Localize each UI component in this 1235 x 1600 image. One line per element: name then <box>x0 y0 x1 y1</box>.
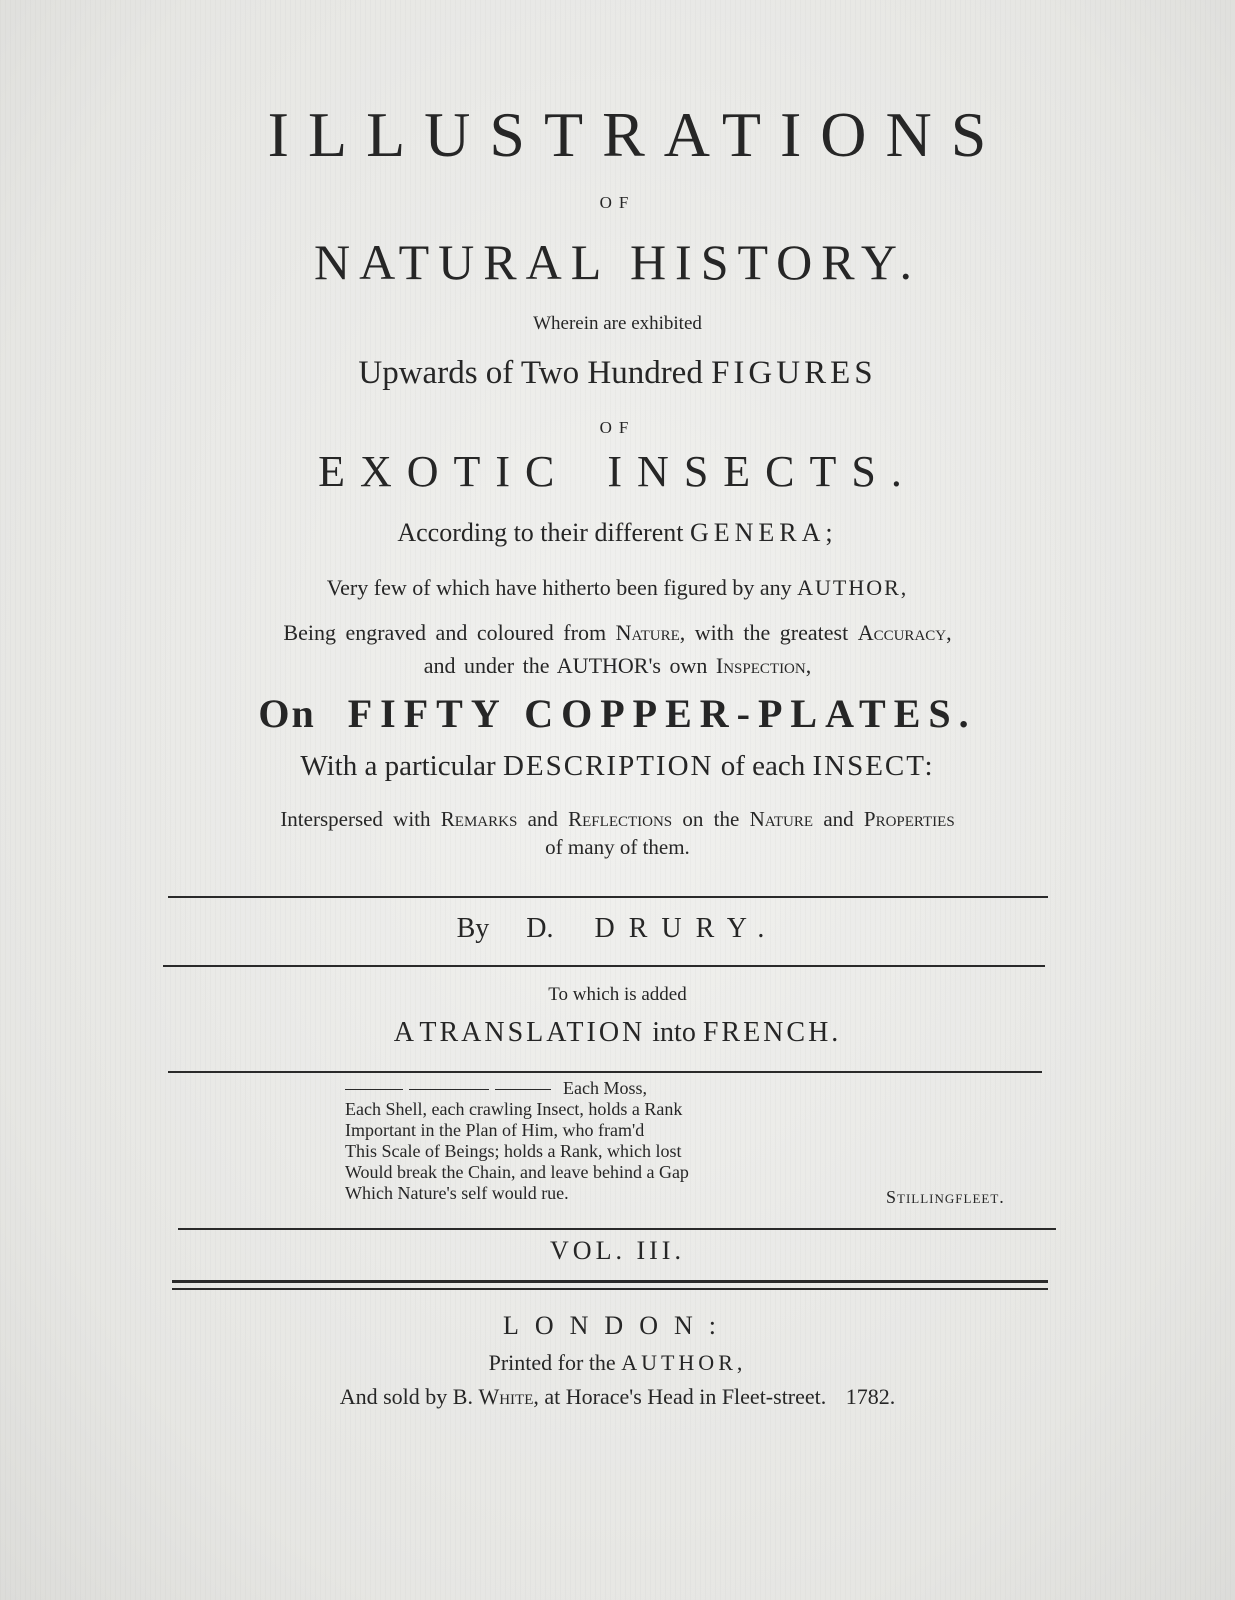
of-line-1: OF <box>599 193 636 212</box>
copper-plates-line <box>0 690 1235 737</box>
under-text-inspection: Inspection, <box>715 653 812 678</box>
main-title: ILLUSTRATIONS <box>267 99 1006 170</box>
with-text-a: With a particular <box>300 750 496 782</box>
under-inspection-line <box>0 653 1235 679</box>
poem-line-1-text: Each Moss, <box>563 1078 647 1098</box>
interspersed-line <box>0 807 1235 832</box>
into-word: into <box>652 1017 696 1048</box>
printed-text: Printed for the <box>488 1350 616 1375</box>
according-text: According to their different <box>397 518 684 547</box>
being-text-c: with the greatest <box>694 620 849 645</box>
insect-word: INSECT: <box>812 750 935 782</box>
description-line <box>0 750 1235 783</box>
inter-text-c: and <box>527 807 558 831</box>
rule-2 <box>163 965 1045 967</box>
insects-word: INSECTS. <box>607 447 917 496</box>
translation-word: TRANSLATION <box>419 1017 646 1048</box>
wherein-line: Wherein are exhibited <box>533 313 702 334</box>
by-word: By <box>456 913 490 944</box>
exotic-insects-line <box>0 446 1235 497</box>
poem-line-5: Would break the Chain, and leave behind a Gap <box>345 1162 689 1182</box>
being-text-accuracy: Accuracy, <box>857 620 952 645</box>
byline <box>0 913 1235 945</box>
upwards-line <box>0 355 1235 392</box>
description-word: DESCRIPTION <box>502 750 714 782</box>
under-text-author: AUTHOR's <box>556 653 661 678</box>
inter-remarks: Remarks <box>440 807 518 831</box>
copper-on-word: On <box>258 691 316 736</box>
imprint-sold <box>0 1384 1235 1410</box>
according-line <box>0 518 1235 548</box>
poem-line-3: Important in the Plan of Him, who fram'd <box>345 1120 645 1140</box>
imprint-printed <box>0 1350 1235 1376</box>
sold-text-c: at Horace's Head in Fleet-street. <box>544 1384 827 1409</box>
upwards-text: Upwards of Two Hundred <box>358 355 703 391</box>
author-initial: D. <box>526 913 554 944</box>
inter-text-a: Interspersed with <box>280 807 431 831</box>
rule-1 <box>168 896 1048 898</box>
poem-line-1 <box>345 1078 689 1099</box>
inter-reflections: Reflections <box>568 807 673 831</box>
translation-a: A <box>393 1017 413 1048</box>
imprint-city: LONDON: <box>503 1311 732 1340</box>
subject-title: NATURAL HISTORY. <box>313 234 922 290</box>
poem-line-4: This Scale of Beings; holds a Rank, which lost <box>345 1141 682 1161</box>
poem-line-6: Which Nature's self would rue. <box>345 1183 569 1203</box>
rule-3 <box>168 1071 1042 1073</box>
being-engraved-line <box>0 620 1235 646</box>
inter-nature: Nature <box>749 807 814 831</box>
epigraph-poem <box>345 1078 689 1204</box>
copper-plates-words: FIFTY COPPER-PLATES. <box>347 691 977 736</box>
poem-attribution: Stillingfleet. <box>886 1187 1005 1207</box>
sold-text-a: And sold by B. <box>339 1384 473 1409</box>
of-line-2: OF <box>599 418 636 437</box>
rule-5b <box>172 1288 1048 1290</box>
very-few-line <box>0 575 1235 601</box>
author-word: AUTHOR, <box>797 575 909 600</box>
inter-text-g: and <box>823 807 854 831</box>
inter-properties: Properties <box>863 807 955 831</box>
genera-word: GENERA; <box>689 518 838 547</box>
very-few-text: Very few of which have hitherto been figured by any <box>326 575 792 600</box>
imprint-year: 1782. <box>845 1384 896 1409</box>
volume-label: VOL. III. <box>550 1236 685 1265</box>
being-text-nature: Nature, <box>615 620 686 645</box>
interspersed-line-2: of many of them. <box>545 835 690 859</box>
to-which-added: To which is added <box>548 984 687 1005</box>
figures-word: FIGURES <box>711 355 877 391</box>
being-text-a: Being engraved and coloured from <box>283 620 607 645</box>
rule-5a <box>172 1280 1048 1283</box>
exotic-word: EXOTIC <box>318 447 570 496</box>
translation-line <box>0 1017 1235 1049</box>
printed-author: AUTHOR, <box>621 1350 747 1375</box>
poem-line-2: Each Shell, each crawling Insect, holds a Rank <box>345 1099 683 1119</box>
sold-white: White, <box>478 1384 539 1409</box>
rule-4 <box>178 1228 1056 1230</box>
under-text-c: own <box>669 653 708 678</box>
with-text-c: of each <box>720 750 806 782</box>
french-word: FRENCH. <box>702 1017 842 1048</box>
inter-text-e: on the <box>682 807 740 831</box>
under-text-a: and under the <box>423 653 550 678</box>
author-name: DRURY. <box>594 913 779 944</box>
